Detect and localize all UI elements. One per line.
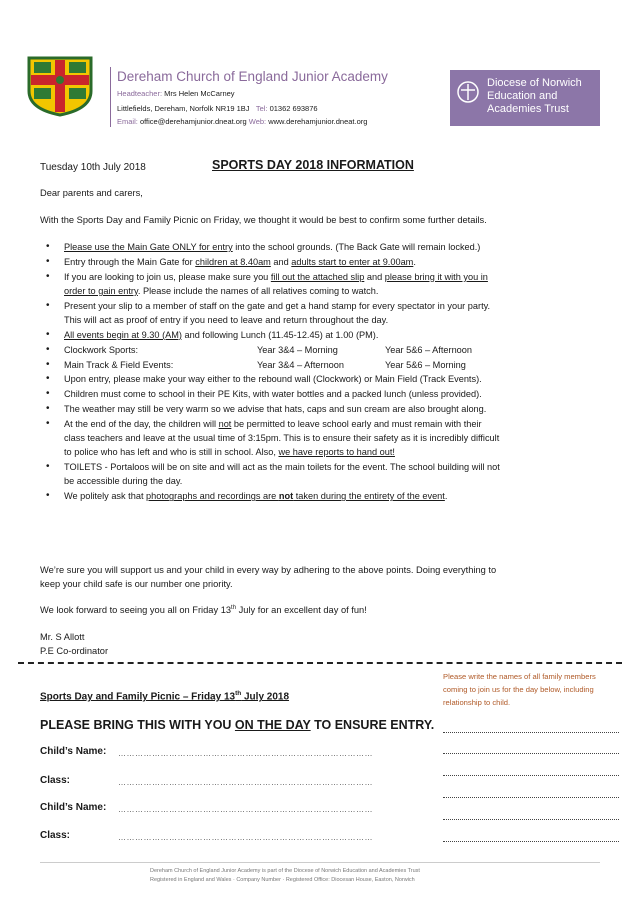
trust-logo bbox=[450, 70, 600, 126]
school-name: Dereham Church of England Junior Academy bbox=[117, 69, 388, 84]
support-line-2: keep your child safe is our number one priority. bbox=[40, 579, 233, 589]
cut-line bbox=[18, 662, 622, 664]
headteacher-label: Headteacher: bbox=[117, 89, 163, 98]
footer-line-1: Dereham Church of England Junior Academy is part of the Diocese of Norwich Education and Academies Trust bbox=[150, 868, 420, 874]
tel-number: 01362 693876 bbox=[269, 104, 318, 113]
list-item: • Clockwork Sports: Year 3&4 – Morning Year 5&6 – Afternoon bbox=[40, 343, 600, 357]
list-item: • Present your slip to a member of staff on the gate and get a hand stamp for every spectator in your party. This will act as proof of entry if you need to leave and return throughout the day. bbox=[40, 299, 600, 327]
web-label: Web: bbox=[248, 117, 267, 126]
list-item: • Upon entry, please make your way either to the rebound wall (Clockwork) or Main Field (Track Events). bbox=[40, 372, 600, 386]
web-link[interactable]: www.derehamjunior.dneat.org bbox=[268, 117, 368, 126]
family-name-line[interactable] bbox=[443, 819, 619, 820]
list-item: • Entry through the Main Gate for children at 8.40am and adults start to enter at 9.00am. bbox=[40, 255, 600, 269]
family-name-line[interactable] bbox=[443, 775, 619, 776]
greeting: Dear parents and carers, bbox=[40, 188, 143, 198]
trust-line-2: Education and bbox=[487, 90, 558, 102]
list-item: • TOILETS - Portaloos will be on site and will act as the main toilets for the event. The school building will not be accessible during the day. bbox=[40, 460, 600, 488]
contact-line bbox=[117, 117, 367, 126]
trust-line-3: Academies Trust bbox=[487, 103, 569, 115]
family-name-line[interactable] bbox=[443, 841, 619, 842]
list-item: • Children must come to school in their PE Kits, with water bottles and a packed lunch (unless provided). bbox=[40, 387, 600, 401]
slip-title: Sports Day and Family Picnic – Friday 13th July 2018 bbox=[40, 690, 290, 703]
class-label: Class: bbox=[40, 830, 71, 841]
header-divider bbox=[110, 67, 111, 127]
info-bullet-list bbox=[40, 240, 600, 504]
diocese-cross-icon bbox=[457, 81, 479, 103]
family-name-line[interactable] bbox=[443, 732, 619, 733]
list-item: • Please use the Main Gate ONLY for entry into the school grounds. (The Back Gate will remain locked.) bbox=[40, 240, 600, 254]
family-names-note: Please write the names of all family members coming to join us for the day below, including relationship to child. bbox=[443, 672, 596, 707]
letter-date: Tuesday 10th July 2018 bbox=[40, 162, 146, 173]
list-item: • If you are looking to join us, please make sure you fill out the attached slip and please bring it with you in order to gain entry. Please include the names of all relatives coming to watch. bbox=[40, 270, 600, 298]
footer-line-2: Registered in England and Wales · Company Number · Registered Office: Diocesan House, Easton, Norwich bbox=[150, 877, 415, 883]
class-label: Class: bbox=[40, 775, 71, 786]
intro-paragraph: With the Sports Day and Family Picnic on Friday, we thought it would be best to confirm some further details. bbox=[40, 215, 487, 225]
school-address: Littlefields, Dereham, Norfolk NR19 1BJ bbox=[117, 104, 250, 113]
support-line-1: We’re sure you will support us and your child in every way by adhering to the above points. Doing everything to bbox=[40, 565, 497, 575]
tel-label: Tel: bbox=[255, 104, 268, 113]
closing-line: We look forward to seeing you all on Friday 13th July for an excellent day of fun! bbox=[40, 605, 367, 616]
signatory-role: P.E Co-ordinator bbox=[40, 646, 109, 656]
child-name-label: Child’s Name: bbox=[40, 746, 107, 757]
child-name-label: Child’s Name: bbox=[40, 802, 107, 813]
page-title: SPORTS DAY 2018 INFORMATION bbox=[212, 158, 414, 172]
headteacher-name: Mrs Helen McCarney bbox=[164, 89, 235, 98]
class-field[interactable]: ……………………………………………………………………………… bbox=[118, 778, 373, 787]
child-name-field[interactable]: ……………………………………………………………………………… bbox=[118, 805, 373, 814]
trust-name bbox=[487, 77, 582, 116]
class-field[interactable]: ……………………………………………………………………………… bbox=[118, 833, 373, 842]
list-item: • All events begin at 9.30 (AM) and following Lunch (11.45-12.45) at 1.00 (PM). bbox=[40, 328, 600, 342]
list-item: • We politely ask that photographs and recordings are not taken during the entirety of the event. bbox=[40, 489, 600, 503]
list-item: • At the end of the day, the children will not be permitted to leave school early and must remain with their class teachers and leave at the usual time of 3:15pm. This is to ensure their safety as it is incredibly difficult to police who has left and who is still in school. Also, we have reports to hand out! bbox=[40, 417, 600, 459]
child-name-field[interactable]: ……………………………………………………………………………… bbox=[118, 749, 373, 758]
headteacher-line bbox=[117, 89, 235, 98]
slip-instruction: PLEASE BRING THIS WITH YOU ON THE DAY TO ENSURE ENTRY. bbox=[40, 718, 435, 732]
email-label: Email: bbox=[117, 117, 138, 126]
list-item: • Main Track & Field Events: Year 3&4 – Afternoon Year 5&6 – Morning bbox=[40, 358, 600, 372]
school-crest-icon bbox=[26, 55, 94, 117]
family-name-line[interactable] bbox=[443, 797, 619, 798]
address-line bbox=[117, 104, 318, 113]
family-name-line[interactable] bbox=[443, 753, 619, 754]
list-item: • The weather may still be very warm so we advise that hats, caps and sun cream are also brought along. bbox=[40, 402, 600, 416]
trust-line-1: Diocese of Norwich bbox=[487, 77, 582, 89]
email-link[interactable]: office@derehamjunior.dneat.org bbox=[139, 117, 247, 126]
signatory-name: Mr. S Allott bbox=[40, 632, 85, 642]
footer-divider bbox=[40, 862, 600, 863]
